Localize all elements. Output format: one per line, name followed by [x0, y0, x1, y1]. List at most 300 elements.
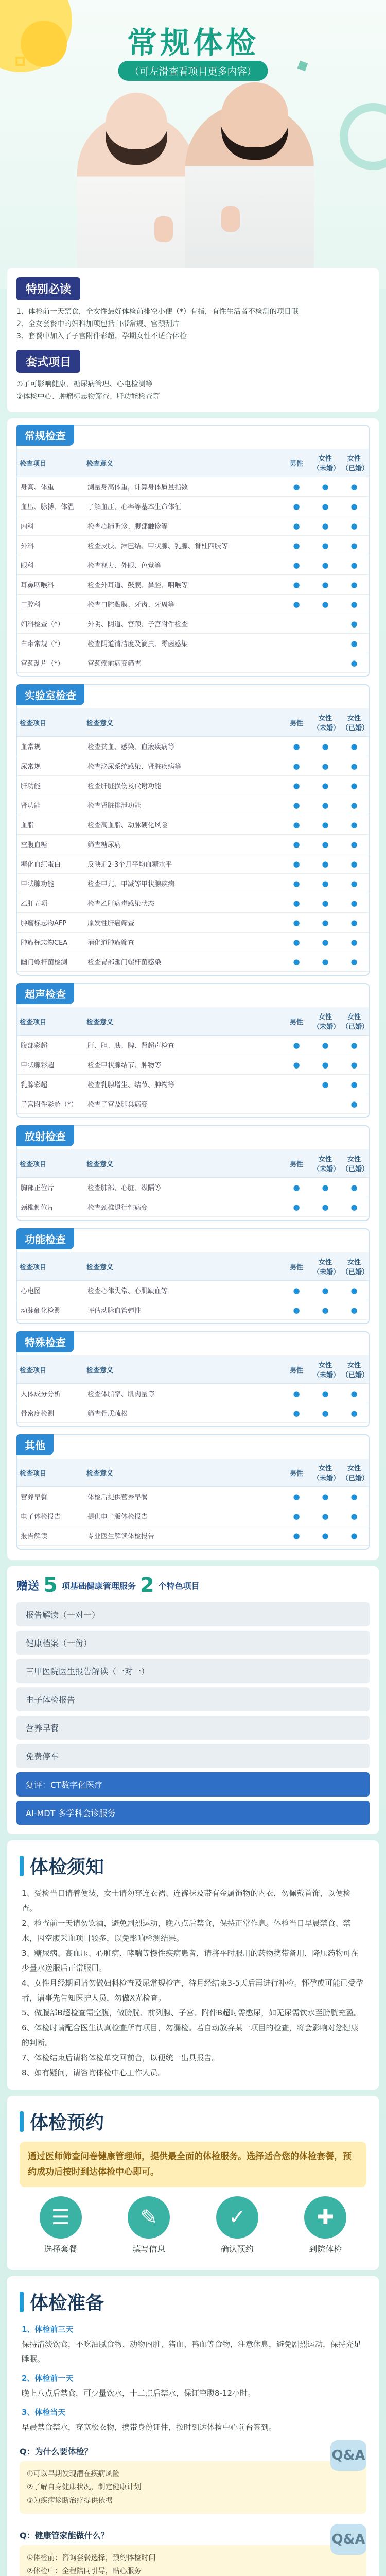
- exam-meaning: 专业医生解读体检报告: [84, 1526, 282, 1546]
- empty-cell: [311, 634, 340, 653]
- check-icon: ●: [311, 1384, 340, 1403]
- check-icon: ●: [340, 1055, 369, 1075]
- exam-table: [17, 1252, 369, 1320]
- empty-cell: [282, 1094, 311, 1114]
- meaning-tag: 套式项目: [16, 350, 80, 373]
- thumbs-up-icon: [154, 216, 173, 242]
- check-icon: ●: [340, 595, 369, 614]
- exam-meaning: 检查心律失常、心肌缺血等: [84, 1281, 282, 1300]
- qa-answer-line: ③为疾病诊断治疗提供依据: [27, 2497, 113, 2505]
- table-row: [17, 1281, 369, 1300]
- exam-item: 血常规: [17, 737, 84, 756]
- exam-item: 营养早餐: [17, 1487, 84, 1506]
- check-icon: ●: [282, 1036, 311, 1055]
- table-row: [17, 497, 369, 516]
- gift-section: [7, 1566, 379, 1834]
- notice-para: 8、如有疑问，请咨询体检中心工作人员。: [22, 2068, 166, 2077]
- check-icon: ●: [282, 933, 311, 952]
- table-header-row: [17, 1459, 369, 1487]
- exam-meaning: 检查肝脏损伤及代谢功能: [84, 776, 282, 795]
- exam-category-tag: 功能检查: [16, 1228, 74, 1249]
- check-icon: ●: [340, 1075, 369, 1094]
- check-icon: ●: [282, 874, 311, 893]
- exam-category-tag: 放射检查: [16, 1125, 74, 1146]
- check-icon: ●: [340, 614, 369, 634]
- prep-item-heading: 1、体检前三天: [22, 2325, 74, 2334]
- table-row: [17, 737, 369, 756]
- check-icon: ●: [311, 477, 340, 497]
- check-icon: ●: [340, 497, 369, 516]
- check-icon: ●: [282, 536, 311, 555]
- qa-answer: [20, 2545, 366, 2576]
- table-row: [17, 1178, 369, 1197]
- check-icon: ●: [282, 1526, 311, 1546]
- column-header: 男性: [282, 708, 311, 737]
- check-icon: ●: [340, 874, 369, 893]
- step-label: 到院体检: [309, 2244, 342, 2254]
- check-icon: ●: [340, 756, 369, 776]
- empty-cell: [282, 653, 311, 673]
- column-header: 检查意义: [84, 1252, 282, 1281]
- check-icon: ●: [282, 477, 311, 497]
- exam-item: 子宫附件彩超（*）: [17, 1094, 84, 1114]
- exam-meaning: 检查外耳道、鼓膜、鼻腔、咽喉等: [84, 575, 282, 595]
- table-row: [17, 874, 369, 893]
- check-icon: ●: [311, 1075, 340, 1094]
- check-icon: ●: [282, 555, 311, 575]
- exam-item: 肾功能: [17, 795, 84, 815]
- empty-cell: [282, 1075, 311, 1094]
- table-row: [17, 1487, 369, 1506]
- gift-right: 个特色项目: [158, 1581, 200, 1591]
- exam-meaning: 检查乳腺增生、结节、肿物等: [84, 1075, 282, 1094]
- column-header: 女性（未婚）: [311, 449, 340, 477]
- gift-mid: 项基础健康管理服务: [61, 1581, 136, 1591]
- column-header: 女性（已婚）: [340, 449, 369, 477]
- exam-category-tag: 常规检查: [16, 425, 74, 446]
- exam-item: 肿瘤标志物AFP: [17, 913, 84, 933]
- check-icon: ●: [340, 1403, 369, 1423]
- exam-card: [16, 1434, 370, 1550]
- table-row: [17, 477, 369, 497]
- gift-item: 复评：CT数字化医疗: [16, 1772, 370, 1797]
- exam-tables: [7, 418, 379, 1560]
- check-icon: ●: [340, 555, 369, 575]
- exam-meaning: 检查阴道清洁度及滴虫、霉菌感染: [84, 634, 282, 653]
- column-header: 检查意义: [84, 1007, 282, 1036]
- table-header-row: [17, 1355, 369, 1384]
- booking-highlight: 通过医师筛查问卷健康管理师，提供最全面的体检服务。选择适合您的体检套餐，预约成功后按时到达体检中心即可。: [20, 2142, 366, 2187]
- column-header: 男性: [282, 449, 311, 477]
- table-row: [17, 933, 369, 952]
- exam-item: 心电图: [17, 1281, 84, 1300]
- table-row: [17, 634, 369, 653]
- exam-item: 骨密度检测: [17, 1403, 84, 1423]
- qa-question: Q：为什么要体检？: [20, 2447, 93, 2456]
- intro-note: [7, 300, 379, 348]
- column-header: 女性（未婚）: [311, 1149, 340, 1178]
- check-icon: ●: [282, 1300, 311, 1320]
- column-header: 检查意义: [84, 1149, 282, 1178]
- booking-step[interactable]: [289, 2196, 361, 2255]
- empty-cell: [311, 614, 340, 634]
- table-header-row: [17, 1007, 369, 1036]
- check-icon: ●: [340, 1487, 369, 1506]
- exam-meaning: 检查颈椎退行性病变: [84, 1197, 282, 1217]
- exam-meaning: 消化道肿瘤筛查: [84, 933, 282, 952]
- exam-item: 胸部正位片: [17, 1178, 84, 1197]
- prep-item-text: 晚上八点后禁食，可少量饮水，十二点后禁水，保证空腹8-12小时。: [22, 2388, 256, 2398]
- empty-cell: [311, 653, 340, 673]
- exam-item: 眼科: [17, 555, 84, 575]
- exam-meaning: 提供电子版体检报告: [84, 1506, 282, 1526]
- check-icon: ●: [311, 933, 340, 952]
- check-icon: ●: [340, 1094, 369, 1114]
- check-icon: ●: [340, 1178, 369, 1197]
- column-header: 男性: [282, 1252, 311, 1281]
- exam-meaning: 检查胃部幽门螺杆菌感染: [84, 952, 282, 972]
- exam-item: 白带常规（*）: [17, 634, 84, 653]
- table-row: [17, 575, 369, 595]
- exam-card: [16, 1125, 370, 1221]
- form-icon: ✎: [128, 2196, 170, 2239]
- table-header-row: [17, 708, 369, 737]
- check-icon: ●: [340, 835, 369, 854]
- check-icon: ●: [311, 1526, 340, 1546]
- table-row: [17, 795, 369, 815]
- notice-para: 2、检查前一天请勿饮酒，避免剧烈运动，晚八点后禁食，保持正常作息。体检当日早晨禁食、禁水，因空腹采血项目较多，以免影响检测结果。: [22, 1919, 351, 1943]
- table-header-row: [17, 1252, 369, 1281]
- exam-table: [17, 1149, 369, 1217]
- exam-meaning: 测量身高体重，计算身体质量指数: [84, 477, 282, 497]
- exam-meaning: 检查心肺听诊、腹部触诊等: [84, 516, 282, 536]
- exam-meaning: 检查肺部、心脏、纵隔等: [84, 1178, 282, 1197]
- heading-bar: [20, 2292, 24, 2312]
- check-icon: ●: [282, 854, 311, 874]
- notice-heading: [7, 1840, 379, 1886]
- column-header: 女性（已婚）: [340, 708, 369, 737]
- exam-meaning: 检查乙肝病毒感染状态: [84, 893, 282, 913]
- exam-meaning: 外阴、阴道、宫颈、子宫附件检查: [84, 614, 282, 634]
- table-row: [17, 952, 369, 972]
- qa-block: [20, 2524, 366, 2576]
- exam-item: 报告解读: [17, 1526, 84, 1546]
- prep-body: [7, 2322, 379, 2435]
- column-header: 男性: [282, 1007, 311, 1036]
- column-header: 检查项目: [17, 1459, 84, 1487]
- column-header: 女性（未婚）: [311, 1007, 340, 1036]
- exam-card: [16, 1331, 370, 1427]
- exam-meaning: 检查甲状腺结节、肿物等: [84, 1055, 282, 1075]
- check-icon: ●: [340, 952, 369, 972]
- page-title: 常规体检: [127, 25, 259, 60]
- intro-tag: 特别必读: [16, 277, 80, 300]
- table-row: [17, 555, 369, 575]
- exam-table: [17, 708, 369, 972]
- exam-category-tag: 超声检查: [16, 983, 74, 1004]
- booking-step[interactable]: [113, 2196, 185, 2255]
- gift-extra: AI-MDT 多学科会诊服务: [16, 1801, 370, 1825]
- check-icon: ●: [282, 815, 311, 835]
- exam-item: 糖化血红蛋白: [17, 854, 84, 874]
- exam-meaning: 检查肾脏排泄功能: [84, 795, 282, 815]
- check-icon: ●: [340, 1506, 369, 1526]
- booking-steps: [7, 2187, 379, 2258]
- exam-item: 宫颈刮片（*）: [17, 653, 84, 673]
- decor-ring: [340, 103, 386, 170]
- check-icon: ●: [282, 1281, 311, 1300]
- check-icon: ●: [340, 575, 369, 595]
- check-icon: ●: [282, 756, 311, 776]
- check-icon: ●: [282, 835, 311, 854]
- check-icon: ●: [340, 854, 369, 874]
- exam-meaning: 检查体脂率、肌肉量等: [84, 1384, 282, 1403]
- check-icon: ●: [340, 536, 369, 555]
- exam-item: 身高、体重: [17, 477, 84, 497]
- exam-item: 血压、脉搏、体温: [17, 497, 84, 516]
- table-row: [17, 1384, 369, 1403]
- step-label: 选择套餐: [44, 2244, 77, 2254]
- check-icon: ●: [311, 595, 340, 614]
- gift-item: 免费停车: [16, 1744, 370, 1768]
- exam-card: [16, 983, 370, 1118]
- check-icon: ●: [340, 653, 369, 673]
- check-icon: ●: [311, 776, 340, 795]
- table-row: [17, 913, 369, 933]
- exam-category-tag: 其他: [16, 1434, 54, 1455]
- check-icon: ●: [311, 516, 340, 536]
- heading-bar: [20, 2111, 24, 2132]
- exam-meaning: 检查皮肤、淋巴结、甲状腺、乳腺、脊柱四肢等: [84, 536, 282, 555]
- check-icon: ●: [340, 776, 369, 795]
- gift-item: 报告解读（一对一）: [16, 1602, 370, 1626]
- table-row: [17, 1075, 369, 1094]
- check-icon: ●: [282, 1055, 311, 1075]
- exam-meaning: 检查口腔黏膜、牙齿、牙周等: [84, 595, 282, 614]
- check-icon: ●: [311, 497, 340, 516]
- hero-banner: [0, 0, 386, 289]
- exam-item: 妇科检查（*）: [17, 614, 84, 634]
- prep-section: [7, 2276, 379, 2576]
- qa-answer-line: ①可以早期发现潜在疾病风险: [27, 2470, 120, 2478]
- table-row: [17, 815, 369, 835]
- column-header: 检查项目: [17, 449, 84, 477]
- exam-item: 电子体检报告: [17, 1506, 84, 1526]
- exam-meaning: 筛查骨质疏松: [84, 1403, 282, 1423]
- hospital-icon: ✚: [304, 2196, 346, 2239]
- exam-item: 空腹血糖: [17, 835, 84, 854]
- column-header: 女性（未婚）: [311, 708, 340, 737]
- check-icon: ●: [311, 913, 340, 933]
- check-icon: ●: [282, 795, 311, 815]
- check-icon: ●: [311, 835, 340, 854]
- exam-meaning: 检查贫血、感染、血液疾病等: [84, 737, 282, 756]
- check-icon: ●: [311, 1178, 340, 1197]
- exam-item: 尿常规: [17, 756, 84, 776]
- gift-item: 三甲医院医生报告解读（一对一）: [16, 1659, 370, 1683]
- exam-item: 颈椎侧位片: [17, 1197, 84, 1217]
- check-icon: ●: [311, 815, 340, 835]
- table-row: [17, 653, 369, 673]
- booking-heading: [7, 2096, 379, 2142]
- column-header: 女性（已婚）: [340, 1149, 369, 1178]
- check-icon: ●: [311, 1487, 340, 1506]
- exam-card: [16, 1228, 370, 1324]
- exam-item: 甲状腺功能: [17, 874, 84, 893]
- check-icon: ●: [340, 1281, 369, 1300]
- empty-cell: [282, 614, 311, 634]
- intro-line: 3、套餐中加入了子宫附件彩超，孕期女性不适合体检: [16, 332, 187, 341]
- table-row: [17, 756, 369, 776]
- exam-table: [17, 1459, 369, 1546]
- table-row: [17, 776, 369, 795]
- thumbs-up-icon: [221, 206, 240, 232]
- exam-meaning: 原发性肝癌筛查: [84, 913, 282, 933]
- table-header-row: [17, 1149, 369, 1178]
- package-icon: ☰: [40, 2196, 82, 2239]
- exam-meaning: 检查子宫及卵巢病变: [84, 1094, 282, 1114]
- table-row: [17, 536, 369, 555]
- check-icon: ●: [340, 516, 369, 536]
- exam-meaning: 筛查糖尿病: [84, 835, 282, 854]
- column-header: 女性（已婚）: [340, 1355, 369, 1384]
- man-head: [221, 82, 288, 160]
- check-icon: ●: [282, 516, 311, 536]
- check-icon: ●: [311, 874, 340, 893]
- exam-table: [17, 1007, 369, 1114]
- table-row: [17, 1506, 369, 1526]
- check-icon: ●: [340, 1197, 369, 1217]
- gift-heading: [7, 1573, 379, 1602]
- check-icon: ●: [311, 737, 340, 756]
- check-icon: ●: [282, 497, 311, 516]
- check-icon: ●: [311, 1403, 340, 1423]
- exam-meaning: 检查甲亢、甲减等甲状腺疾病: [84, 874, 282, 893]
- column-header: 男性: [282, 1149, 311, 1178]
- check-icon: ●: [311, 1055, 340, 1075]
- booking-title: 体检预约: [30, 2112, 104, 2133]
- prep-title: 体检准备: [30, 2293, 104, 2314]
- column-header: 检查项目: [17, 708, 84, 737]
- exam-item: 乳腺彩超: [17, 1075, 84, 1094]
- exam-item: 肝功能: [17, 776, 84, 795]
- column-header: 男性: [282, 1459, 311, 1487]
- check-icon: ●: [311, 1036, 340, 1055]
- check-icon: ●: [340, 795, 369, 815]
- column-header: 检查意义: [84, 708, 282, 737]
- notice-para: 6、体检时请配合医生认真检查所有项目，勿漏检。若自动放弃某一项目的检查，将会影响对您健康的判断。: [22, 2023, 359, 2047]
- gift-item: 电子体检报告: [16, 1687, 370, 1711]
- notice-para: 3、糖尿病、高血压、心脏病、哮喘等慢性疾病患者，请将平时服用的药物携带备用，降压药物可在少量水送服后正常服用。: [22, 1948, 359, 1973]
- check-icon: ●: [340, 1526, 369, 1546]
- check-icon: ●: [311, 555, 340, 575]
- exam-meaning: 检查泌尿系统感染、肾脏疾病等: [84, 756, 282, 776]
- table-row: [17, 835, 369, 854]
- check-icon: ✓: [216, 2196, 258, 2239]
- column-header: 检查项目: [17, 1252, 84, 1281]
- check-icon: ●: [311, 1197, 340, 1217]
- exam-meaning: 体检后提供营养早餐: [84, 1487, 282, 1506]
- exam-item: 血脂: [17, 815, 84, 835]
- qa-answer-line: ②体检中：全程陪同引导，贴心服务: [27, 2567, 142, 2575]
- check-icon: ●: [282, 595, 311, 614]
- exam-meaning: 反映近2-3个月平均血糖水平: [84, 854, 282, 874]
- table-row: [17, 1094, 369, 1114]
- column-header: 女性（未婚）: [311, 1355, 340, 1384]
- check-icon: ●: [340, 634, 369, 653]
- check-icon: ●: [282, 952, 311, 972]
- woman-head: [106, 93, 167, 165]
- check-icon: ●: [311, 854, 340, 874]
- prep-item-text: 早晨禁食禁水，穿宽松衣物，携带身份证件，按时到达体检中心前台签到。: [22, 2422, 277, 2432]
- table-row: [17, 1055, 369, 1075]
- qa-answer-line: ①体检前：咨询套餐选择，预约体检时间: [27, 2554, 156, 2562]
- check-icon: ●: [311, 536, 340, 555]
- decor-square: [297, 61, 308, 72]
- meaning-line: ②体检中心、肿瘤标志物筛查、肝功能检查等: [16, 393, 160, 401]
- exam-meaning: 了解血压、心率等基本生命体征: [84, 497, 282, 516]
- column-header: 检查项目: [17, 1007, 84, 1036]
- qa-badge: Q&A: [330, 2524, 366, 2555]
- table-row: [17, 1036, 369, 1055]
- booking-step[interactable]: [201, 2196, 273, 2255]
- check-icon: ●: [340, 815, 369, 835]
- intro-section: [7, 268, 379, 412]
- exam-table: [17, 449, 369, 673]
- empty-cell: [282, 634, 311, 653]
- prep-heading: [7, 2276, 379, 2322]
- check-icon: ●: [340, 933, 369, 952]
- qa-answer: [20, 2461, 366, 2514]
- check-icon: ●: [311, 1506, 340, 1526]
- check-icon: ●: [282, 575, 311, 595]
- check-icon: ●: [311, 1300, 340, 1320]
- qa-badge: Q&A: [330, 2440, 366, 2471]
- page-subtitle: （可左滑查看项目更多内容）: [118, 61, 268, 81]
- qa-answer-line: ②了解自身健康状况，制定健康计划: [27, 2483, 142, 2492]
- exam-category-tag: 特殊检查: [16, 1331, 74, 1352]
- check-icon: ●: [282, 1384, 311, 1403]
- qa-block: [20, 2440, 366, 2519]
- meaning-line: ①了可影响健康、糖尿病管理、心电检测等: [16, 380, 153, 388]
- booking-step[interactable]: [25, 2196, 97, 2255]
- check-icon: ●: [311, 756, 340, 776]
- prep-item-heading: 2、体检前一天: [22, 2374, 74, 2383]
- column-header: 女性（已婚）: [340, 1459, 369, 1487]
- check-icon: ●: [340, 477, 369, 497]
- check-icon: ●: [282, 737, 311, 756]
- check-icon: ●: [282, 1197, 311, 1217]
- notice-para: 4、女性月经期间请勿做妇科检查及尿常规检查，待月经结束3-5天后再进行补检。怀孕或可能已受孕者，请事先告知医护人员，勿做X光检查。: [22, 1978, 364, 2003]
- gift-count: 5: [43, 1573, 58, 1597]
- check-icon: ●: [340, 913, 369, 933]
- exam-meaning: 宫颈癌前病变筛查: [84, 653, 282, 673]
- column-header: 女性（已婚）: [340, 1007, 369, 1036]
- check-icon: ●: [340, 893, 369, 913]
- column-header: 检查意义: [84, 1459, 282, 1487]
- gift-count-2: 2: [139, 1573, 154, 1597]
- exam-item: 外科: [17, 536, 84, 555]
- prep-item-text: 保持清淡饮食，不吃油腻食物、动物内脏、猪血、鸭血等食物，注意休息，避免剧烈运动，保持充足睡眠。: [22, 2340, 362, 2364]
- check-icon: ●: [311, 952, 340, 972]
- intro-line: 2、全女套餐中的妇科加项包括白带常规、宫颈刮片: [16, 320, 180, 328]
- exam-item: 动脉硬化检测: [17, 1300, 84, 1320]
- notice-para: 5、做腹部B超检查需空腹，做膀胱、前列腺、子宫、附件B超时需憋尿，如无尿需饮水至膀胱充盈。: [22, 2008, 362, 2018]
- exam-category-tag: 实验室检查: [16, 684, 84, 705]
- check-icon: ●: [282, 1506, 311, 1526]
- exam-meaning: 评估动脉血管弹性: [84, 1300, 282, 1320]
- exam-meaning: 检查高血脂、动脉硬化风险: [84, 815, 282, 835]
